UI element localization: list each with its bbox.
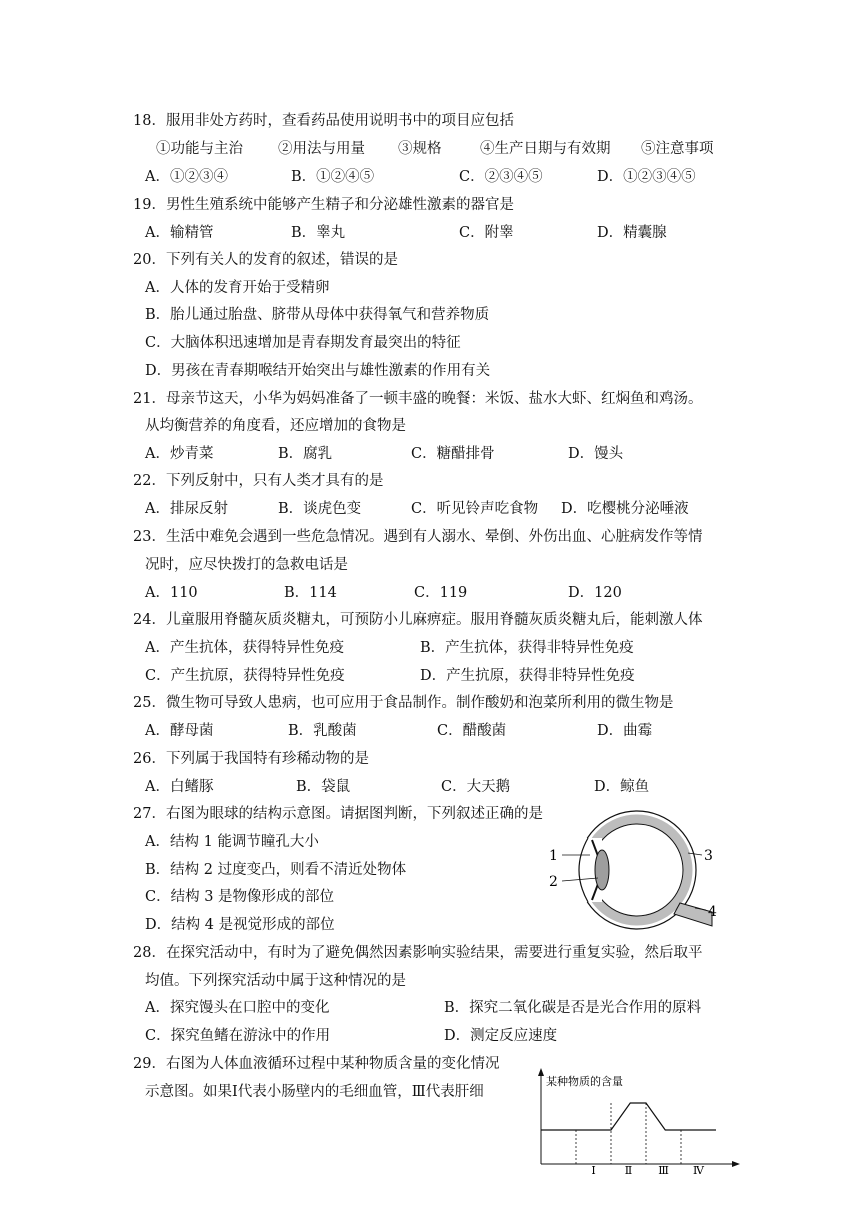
series-line [541,1103,716,1130]
q27-option-a: A．结构 1 能调节瞳孔大小 [145,834,319,850]
q18-item-1: ①功能与主治 [156,141,243,157]
q19-option-a: A．输精管 [145,225,214,241]
q25-stem: 25．微生物可导致人患病，也可应用于食品制作。制作酸奶和泡菜所利用的微生物是 [133,695,674,711]
q20-stem: 20．下列有关人的发育的叙述，错误的是 [133,252,398,268]
x-tick-label: Ⅰ [591,1164,596,1176]
q18-option-b: B．①②④⑤ [291,169,375,185]
q18-option-a: A．①②③④ [145,169,228,185]
x-axis-arrow [732,1161,740,1167]
q18-stem: 18．服用非处方药时，查看药品使用说明书中的项目应包括 [133,113,514,129]
q28-stem-cont: 均值。下列探究活动中属于这种情况的是 [145,973,406,989]
x-tick-label: Ⅳ [693,1164,704,1176]
chart-title: 某种物质的含量 [546,1075,623,1088]
q26-stem: 26．下列属于我国特有珍稀动物的是 [133,751,369,767]
q23-stem: 23．生活中难免会遇到一些危急情况。遇到有人溺水、晕倒、外伤出血、心脏病发作等情 [133,529,703,545]
q22-stem: 22．下列反射中，只有人类才具有的是 [133,473,384,489]
q29-stem: 29．右图为人体血液循环过程中某种物质含量的变化情况 [133,1056,500,1072]
q18-item-3: ③规格 [398,141,442,157]
substance-content-chart [530,1066,750,1176]
q19-option-d: D．精囊腺 [597,225,667,241]
eye-diagram [540,800,730,940]
y-axis-arrow [538,1068,544,1076]
q28-option-a: A．探究馒头在口腔中的变化 [145,1000,330,1016]
q26-option-c: C．大天鹅 [441,779,511,795]
q20-option-d: D．男孩在青春期喉结开始突出与雄性激素的作用有关 [145,363,491,379]
q28-option-c: C．探究鱼鳍在游泳中的作用 [145,1028,331,1044]
q22-option-c: C．听见铃声吃食物 [411,501,539,517]
q24-option-d: D．产生抗原，获得非特异性免疫 [420,668,635,684]
q24-option-a: A．产生抗体，获得特异性免疫 [145,640,344,656]
q23-option-a: A．110 [145,585,198,601]
q23-option-b: B．114 [284,585,337,601]
q18-item-4: ④生产日期与有效期 [480,141,611,157]
q18-option-c: C．②③④⑤ [459,169,543,185]
q20-option-c: C．大脑体积迅速增加是青春期发育最突出的特征 [145,335,461,351]
q23-option-d: D．120 [568,585,622,601]
x-tick-label: Ⅱ [624,1164,633,1176]
q28-option-b: B．探究二氧化碳是否是光合作用的原料 [444,1000,702,1016]
q20-option-b: B．胎儿通过胎盘、脐带从母体中获得氧气和营养物质 [145,307,490,323]
q27-option-b: B．结构 2 过度变凸，则看不清近处物体 [145,862,407,878]
q19-stem: 19．男性生殖系统中能够产生精子和分泌雄性激素的器官是 [133,197,514,213]
q25-option-c: C．醋酸菌 [437,723,507,739]
eye-label-3: 3 [704,848,713,864]
q25-option-a: A．酵母菌 [145,723,214,739]
q21-stem-cont: 从均衡营养的角度看，还应增加的食物是 [145,418,406,434]
q19-option-c: C．附睾 [459,225,514,241]
q18-item-5: ⑤注意事项 [641,141,714,157]
q26-option-b: B．袋鼠 [296,779,351,795]
q26-option-d: D．鲸鱼 [594,779,650,795]
q19-option-b: B．睾丸 [291,225,346,241]
q29-stem-cont: 示意图。如果Ⅰ代表小肠壁内的毛细血管，Ⅲ代表肝细 [145,1084,484,1100]
q23-option-c: C．119 [414,585,468,601]
eye-label-1: 1 [549,848,558,864]
q18-option-d: D．①②③④⑤ [597,169,696,185]
q27-option-d: D．结构 4 是视觉形成的部位 [145,917,335,933]
q20-option-a: A．人体的发育开始于受精卵 [145,280,330,296]
q18-item-2: ②用法与用量 [278,141,365,157]
q21-option-a: A．炒青菜 [145,446,214,462]
q22-option-a: A．排尿反射 [145,501,228,517]
x-tick-label: Ⅲ [658,1164,669,1176]
q26-option-a: A．白鳍豚 [145,779,214,795]
q27-option-c: C．结构 3 是物像形成的部位 [145,889,335,905]
eye-label-4: 4 [708,904,717,920]
q21-option-c: C．糖醋排骨 [411,446,495,462]
q25-option-b: B．乳酸菌 [288,723,357,739]
q24-option-b: B．产生抗体，获得非特异性免疫 [420,640,634,656]
q21-stem: 21．母亲节这天，小华为妈妈准备了一顿丰盛的晚餐：米饭、盐水大虾、红焖鱼和鸡汤。 [133,391,703,407]
q24-option-c: C．产生抗原，获得特异性免疫 [145,668,345,684]
q22-option-b: B．谈虎色变 [278,501,362,517]
q28-stem: 28．在探究活动中，有时为了避免偶然因素影响实验结果，需要进行重复实验，然后取平 [133,945,703,961]
eye-label-2: 2 [549,874,558,890]
q28-option-d: D．测定反应速度 [444,1028,558,1044]
q27-stem: 27．右图为眼球的结构示意图。请据图判断，下列叙述正确的是 [133,806,543,822]
q21-option-d: D．馒头 [568,446,624,462]
q21-option-b: B．腐乳 [278,446,333,462]
q23-stem-cont: 况时，应尽快拨打的急救电话是 [145,557,348,573]
q22-option-d: D．吃樱桃分泌唾液 [561,501,689,517]
q24-stem: 24．儿童服用脊髓灰质炎糖丸，可预防小儿麻痹症。服用脊髓灰质炎糖丸后，能刺激人体 [133,612,703,628]
q25-option-d: D．曲霉 [597,723,653,739]
